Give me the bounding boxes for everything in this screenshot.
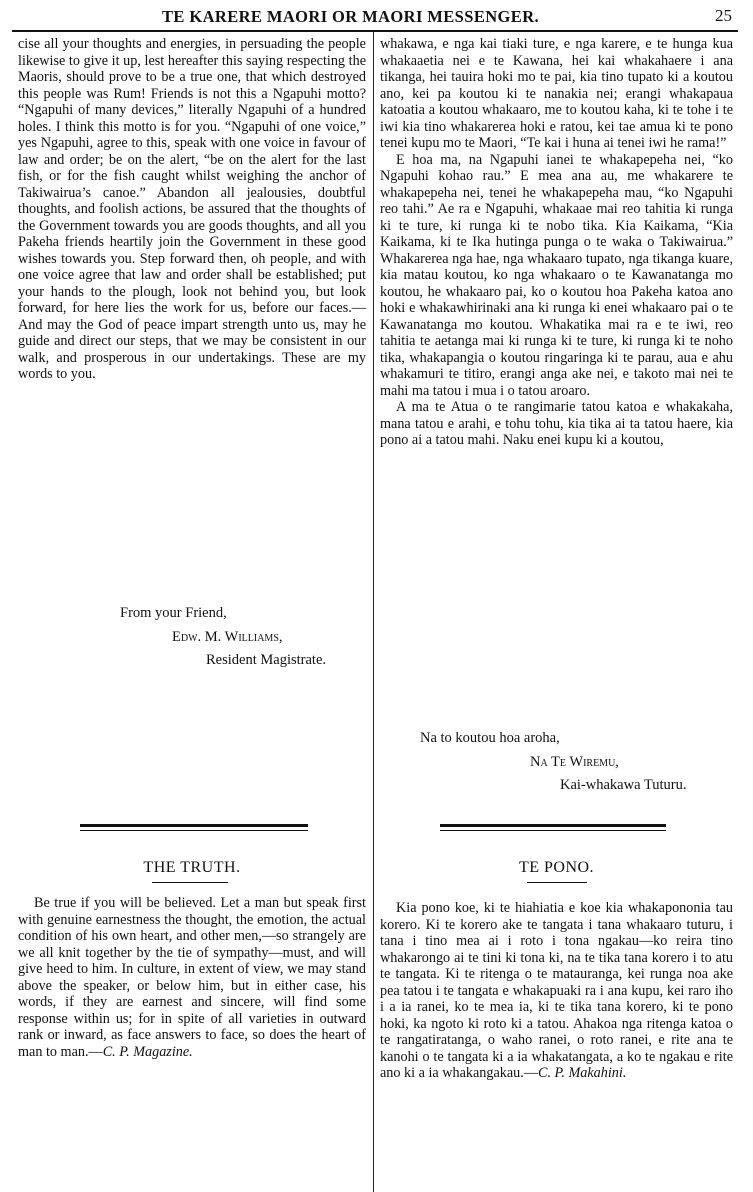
left-column-letter: [18, 36, 366, 383]
english-attribution: C. P. Magazine.: [102, 1043, 193, 1060]
column-divider: [373, 32, 374, 1192]
maori-heading-rule: [527, 882, 587, 883]
right-column-section: [380, 900, 733, 1082]
maori-section-text: Kia pono koe, ki te hiahiatia e koe kia whakapononia tau korero. Ki te korero ake te tangata i tana whakaaro tuturu, i tana i tino mea ai i roto i tona ngakau—ko reira tino whakarongo ai te tini ki tona ki, na te tika tana korero i to atu te tangata. Ki te ritenga o te matauranga, kei runga noa ake pea tatou i te tangata e whakapuaki ra i ana kupu, kei raro iho i a ia ranei, ko te mea ia, ki te tika tana korero, ki te pono hoki, ka ngoto ki roto ki a tatou. Ahakoa nga ritenga katoa o te rangatiratanga, o waho ranei, o roto ranei, e rite ana te kanohi o te tangata ki a ia whakatangata, a ko te ngakau e rite ano ki a ia whakangakau.—: [380, 900, 733, 1081]
maori-section-body: [380, 900, 733, 1082]
maori-section-heading: TE PONO.: [518, 859, 595, 876]
maori-attribution: C. P. Makahini.: [537, 1065, 627, 1081]
maori-letter-text-1: whakawa, e nga kai tiaki ture, e nga karere, e te hunga kua whakaaetia nei e te Kawana, hei kai whakahaere i ana tikanga, hei tauira hoki mo te pai, kia tino tupato ki a koutou ano, kei pa koutou ki te nanakia nei; erangi whakapaua katoatia a koutou whakaaro, me to koutou kaha, ki te tohe i te iwi kia tino whakarerea hoki e ratou, kei tae amua ki te pono tenei kupu mo te Maori, “Te kai i huna ai tenei iwi he rama!”: [380, 36, 733, 151]
english-closing: From your Friend,: [120, 605, 227, 621]
english-signatory-title: Resident Magistrate.: [206, 652, 327, 668]
right-column-signature: [380, 727, 733, 798]
left-double-rule: [80, 824, 308, 833]
maori-signatory: Na Te Wiremu,: [530, 753, 619, 770]
english-section-body: [18, 895, 366, 1060]
maori-closing: Na to koutou hoa aroha,: [420, 730, 560, 746]
right-double-rule: [440, 824, 666, 833]
running-title: TE KARERE MAORI OR MAORI MESSENGER.: [162, 7, 540, 26]
maori-signatory-title: Kai-whakawa Tuturu.: [560, 777, 687, 793]
english-signatory: Edw. M. Williams,: [172, 628, 283, 645]
left-column-signature: [18, 602, 366, 673]
maori-letter-text-2: E hoa ma, na Ngapuhi ianei te whakapepeha nei, “ko Ngapuhi kohao rau.” E mea ana au, me whakarere te whakapepeha nei, tenei he whakapepeha mau, “ko Ngapuhi reo tahi.” Ae ra e Ngapuhi, whakaae mai reo tahitia ki runga ki te ture, ki runga ki te nobo tika. Kia Kaikama, “Kia Kaikama, ki te Ika hutinga punga o te waka o Takiwairua.” Whakarerea nga hae, nga whakaaro tupato, nga tikanga kuare, kia matau koutou, ko nga whakaaro o te Kawanatanga mo koutou, he whakaaro pai, ko o koutou hoa Pakeha katoa ano hoki e whakawhirinaki ana ki runga ki enei whakaaro pai o te Kawanatanga mo koutou. Whakatika mai ra e te iwi, reo tahitia te aetanga mai ki runga ki te ture, ki runga ki te noho tika, whakapangia o koutou ringaringa ki te parau, aua e ahu whakamuri te titiro, erangi anga ake nei, e takoto mai nei te mahi ma tatou i mua i o tatou aroaro.: [380, 151, 733, 399]
page-header: [12, 4, 738, 32]
maori-letter-text-3: A ma te Atua o te rangimarie tatou katoa e whakakaha, mana tatou e arahi, e tohu tohu, kia tika ai ta tatou haere, kia pono ai a tatou mahi. Naku enei kupu ki a koutou,: [380, 399, 733, 448]
page-number: 25: [715, 6, 732, 25]
english-section-text: Be true if you will be believed. Let a man but speak first with genuine earnestness the thought, the emotion, the actual condition of his own heart, and other men,—so strangely are we all knit together by the tie of sympathy—must, and will give heed to him. In culture, in extent of view, we may stand above the speaker, or below him, but in either case, his words, if they are earnest and sincere, will find some response within us; for in spite of all varieties in outward rank or inward, as face answers to face, so does the heart of man to man.—: [18, 895, 366, 1060]
english-heading-rule: [152, 882, 228, 883]
english-letter-text: cise all your thoughts and energies, in persuading the people likewise to give it up, lest hereafter this saying respecting the Maoris, should prove to be a true one, that which destroyed this people was Rum! Friends is not this a Ngapuhi motto? “Ngapuhi of many devices,” literally Ngapuhi of a hundred holes. I think this motto is for you. “Ngapuhi of one voice,” yes Ngapuhi, agree to this, speak with one voice in favour of law and order; be on the alert, “be on the alert for the last fish, or for the fish caught whilst weighing the anchor of Takiwairua’s canoe.” Abandon all jealousies, doubtful thoughts, and foolish actions, be assured that the thoughts of the Government towards you are goods thoughts, and all you Pakeha friends heartily join the Government in these good wishes towards you. Step forward then, oh people, and with one voice agree that law and order shall be established; put your hands to the plough, look not behind you, but look forward, for here lies the work for us, before our faces.—And may the God of peace impart strength unto us, may he guide and direct our steps, that we may be consistent in our walk, and prosperous in our undertakings. These are my words to you.: [18, 36, 366, 382]
right-column-letter: [380, 36, 733, 449]
left-column-section: [18, 895, 366, 1060]
english-section-heading: THE TRUTH.: [143, 859, 241, 876]
